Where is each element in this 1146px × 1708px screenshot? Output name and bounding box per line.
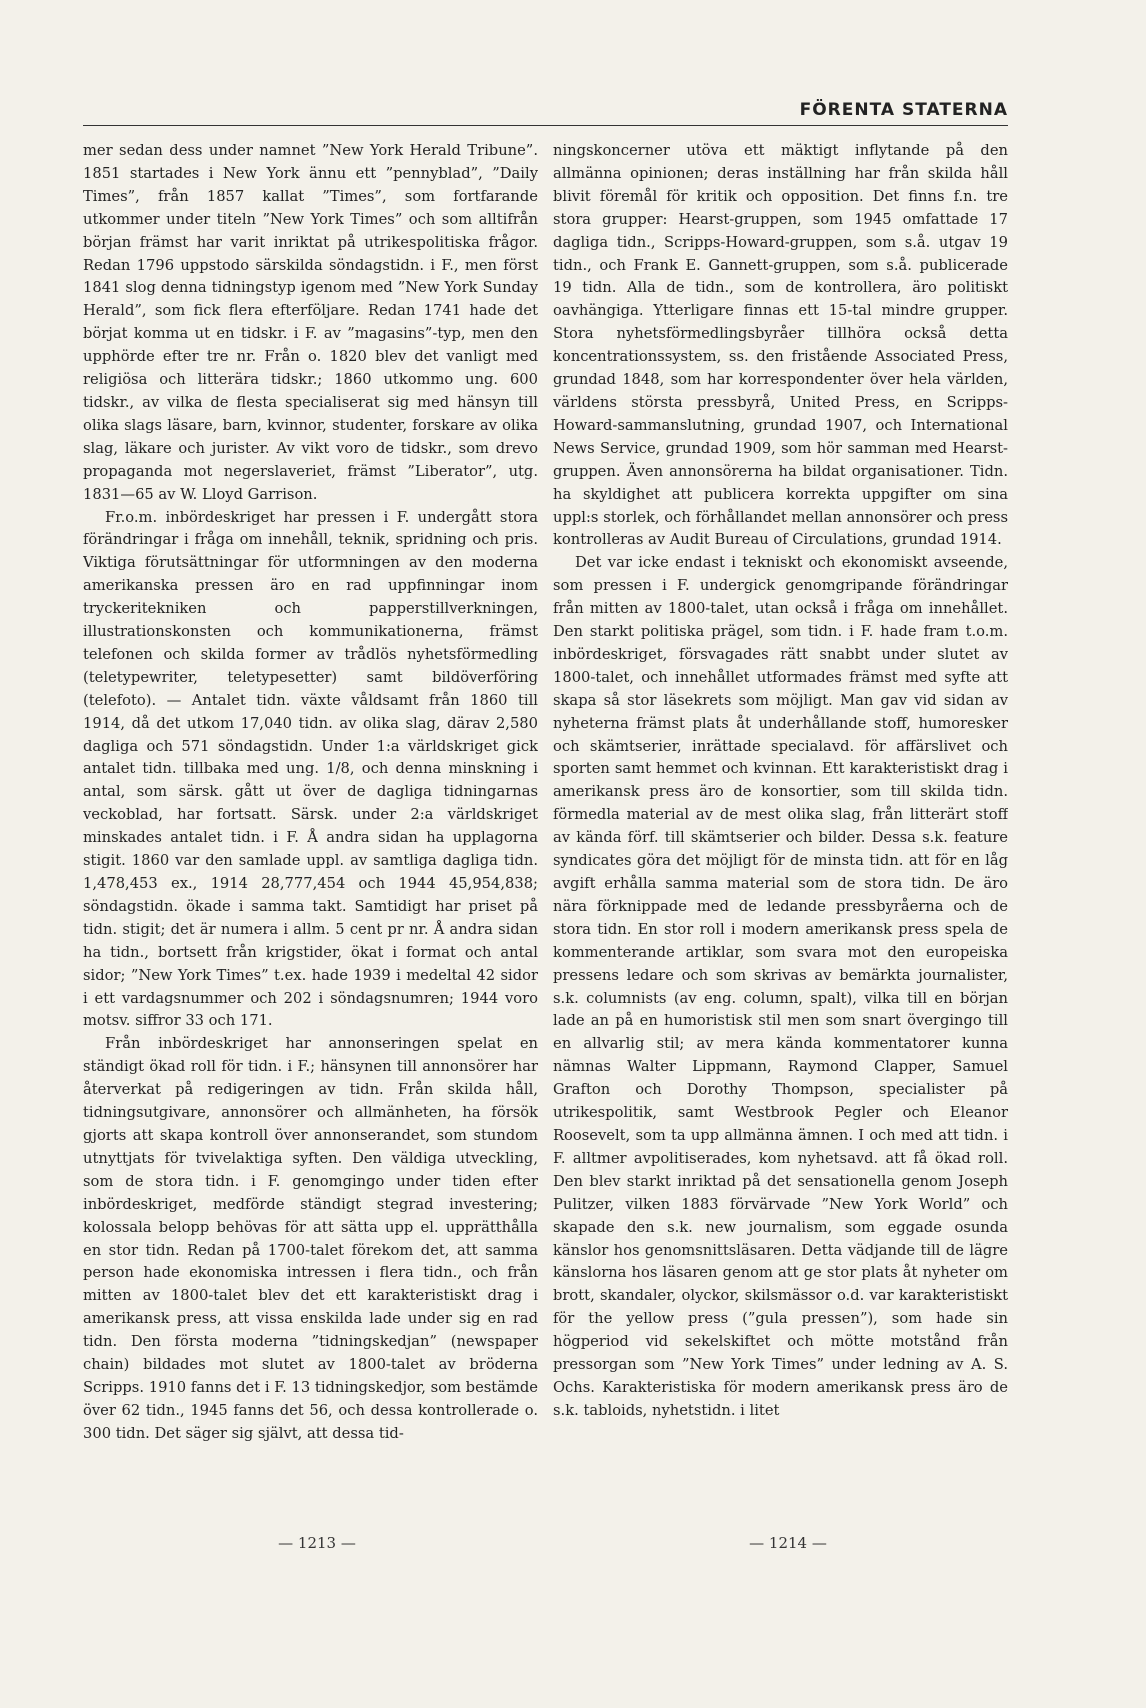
- page-number-right: — 1214 —: [749, 1534, 827, 1552]
- page-number-left: — 1213 —: [278, 1534, 356, 1552]
- right-paragraph-1: ningskoncerner utöva ett mäktigt inflytande på den allmänna opinionen; deras inställning har från skilda håll blivit föremål för kritik och opposition. Det finns f.n. tre stora grupper: Hearst-gruppen, som 1945 omfattade 17 dagliga tidn., Scripps-Howard-gruppen, som s.å. utgav 19 tidn., och Frank E. Gannett-gruppen, som s.å. publicerade 19 tidn. Alla de tidn., som de kontrollera, äro politiskt oavhängiga. Ytterligare finnas ett 15-tal mindre grupper. Stora nyhetsförmedlingsbyråer tillhöra också detta koncentrationssystem, ss. den fristående Associated Press, grundad 1848, som har korrespondenter över hela världen, världens största pressbyrå, United Press, en Scripps-Howard-sammanslutning, grundad 1907, och International News Service, grundad 1909, som hör samman med Hearst-gruppen. Även annonsörerna ha bildat organisationer. Tidn. ha skyldighet att publicera korrekta uppgifter om sina uppl:s storlek, och förhållandet mellan annonsörer och press kontrolleras av Audit Bureau of Circulations, grundad 1914.: [553, 142, 1008, 549]
- left-paragraph-3: Från inbördeskriget har annonseringen spelat en ständigt ökad roll för tidn. i F.; hänsynen till annonsörer har återverkat på redigeringen av tidn. Från skilda håll, tidningsutgivare, annonsörer och allmänheten, ha försök gjorts att skapa kontroll över annonserandet, som stundom utnyttjats för tvivelaktiga syften. Den väldiga utveckling, som de stora tidn. i F. genomgingo under tiden efter inbördeskriget, medförde ständigt stegrad investering; kolossala belopp behövas för att sätta upp el. upprätthålla en stor tidn. Redan på 1700-talet förekom det, att samma person hade ekonomiska intressen i flera tidn., och från mitten av 1800-talet blev det ett karakteristiskt drag i amerikansk press, att vissa enskilda lade under sig en rad tidn. Den första moderna ”tidningskedjan” (newspaper chain) bildades mot slutet av 1800-talet av bröderna Scripps. 1910 fanns det i F. 13 tidningskedjor, som bestämde över 62 tidn., 1945 fanns det 56, och dessa kontrollerade o. 300 tidn. Det säger sig självt, att dessa tid-: [83, 1035, 538, 1442]
- left-paragraph-1: mer sedan dess under namnet ”New York Herald Tribune”. 1851 startades i New York ännu ett ”pennyblad”, ”Daily Times”, från 1857 kallat ”Times”, som fortfarande utkommer under titeln ”New York Times” och som alltifrån början främst har varit inriktat på utrikespolitiska frågor. Redan 1796 uppstodo särskilda söndagstidn. i F., men först 1841 slog denna tidningstyp igenom med ”New York Sunday Herald”, som fick flera efterföljare. Redan 1741 hade det börjat komma ut en tidskr. i F. av ”magasins”-typ, men den upphörde efter tre nr. Från o. 1820 blev det vanligt med religiösa och litterära tidskr.; 1860 utkommo ung. 600 tidskr., av vilka de flesta specialiserat sig med hänsyn till olika slags läsare, barn, kvinnor, studenter, forskare av olika slag, läkare och jurister. Av vikt voro de tidskr., som drevo propaganda mot negerslaveriet, främst ”Liberator”, utg. 1831—65 av W. Lloyd Garrison.: [83, 142, 538, 503]
- running-header: [83, 98, 1008, 126]
- left-paragraph-2: Fr.o.m. inbördeskriget har pressen i F. undergått stora förändringar i fråga om innehåll, teknik, spridning och pris. Viktiga förutsättningar för utformningen av den moderna amerikanska pressen äro en rad uppfinningar inom tryckeritekniken och papperstillverkningen, illustrationskonsten och kommunikationerna, främst telefonen och skilda former av trådlös nyhetsförmedling (teletypewriter, teletypesetter) samt bildöverföring (telefoto). — Antalet tidn. växte våldsamt från 1860 till 1914, då det utkom 17,040 tidn. av olika slag, därav 2,580 dagliga och 571 söndagstidn. Under 1:a världskriget gick antalet tidn. tillbaka med ung. 1/8, och denna minskning i antal, som särsk. gått ut över de dagliga tidningarnas veckoblad, har fortsatt. Särsk. under 2:a världskriget minskades antalet tidn. i F. Å andra sidan ha upplagorna stigit. 1860 var den samlade uppl. av samtliga dagliga tidn. 1,478,453 ex., 1914 28,777,454 och 1944 45,954,838; söndagstidn. ökade i samma takt. Samtidigt har priset på tidn. stigit; det är numera i allm. 5 cent pr nr. Å andra sidan ha tidn., bortsett från krigstider, ökat i format och antal sidor; ”New York Times” t.ex. hade 1939 i medeltal 42 sidor i ett vardagsnummer och 202 i söndagsnumren; 1944 voro motsv. siffror 33 och 171.: [83, 508, 538, 1030]
- right-column: [553, 140, 1008, 1500]
- left-column: [83, 140, 538, 1500]
- running-header-title: FÖRENTA STATERNA: [799, 100, 1008, 120]
- right-paragraph-2: Det var icke endast i tekniskt och ekonomiskt avseende, som pressen i F. undergick genomgripande förändringar från mitten av 1800-talet, utan också i fråga om innehållet. Den starkt politiska prägel, som tidn. i F. hade fram t.o.m. inbördeskriget, försvagades rätt snabbt under slutet av 1800-talet, och innehållet utformades främst med syfte att skapa så stor läsekrets som möjligt. Man gav vid sidan av nyheterna främst plats åt underhållande stoff, humoresker och skämtserier, inrättade specialavd. för affärslivet och sporten samt hemmet och kvinnan. Ett karakteristiskt drag i amerikansk press äro de konsortier, som till skilda tidn. förmedla material av de mest olika slag, från litterärt stoff av kända förf. till skämtserier och bilder. Dessa s.k. feature syndicates göra det möjligt för de minsta tidn. att för en låg avgift erhålla samma material som de stora tidn. De äro nära förknippade med de ledande pressbyråerna och de stora tidn. En stor roll i modern amerikansk press spela de kommenterande artiklar, som svara mot den europeiska pressens ledare och som skrivas av bemärkta journalister, s.k. columnists (av eng. column, spalt), vilka till en början lade an på en humoristisk stil men som snart övergingo till en allvarlig stil; av mera kända kommentatorer kunna nämnas Walter Lippmann, Raymond Clapper, Samuel Grafton och Dorothy Thompson, specialister på utrikespolitik, samt Westbrook Pegler och Eleanor Roosevelt, som ta upp allmänna ämnen. I och med att tidn. i F. alltmer avpolitiserades, kom nyhetsavd. att få ökad roll. Den blev starkt inriktad på det sensationella genom Joseph Pulitzer, vilken 1883 förvärvade ”New York World” och skapade den s.k. new journalism, som eggade osunda känslor hos genomsnittsläsaren. Detta vädjande till de lägre känslorna hos läsaren genom att ge stor plats åt nyheter om brott, skandaler, olyckor, skilsmässor o.d. var karakteristiskt för the yellow press (”gula pressen”), som hade sin högperiod vid sekelskiftet och mötte motstånd från pressorgan som ”New York Times” under ledning av A. S. Ochs. Karakteristiska för modern amerikansk press äro de s.k. tabloids, nyhetstidn. i litet: [553, 554, 1008, 1419]
